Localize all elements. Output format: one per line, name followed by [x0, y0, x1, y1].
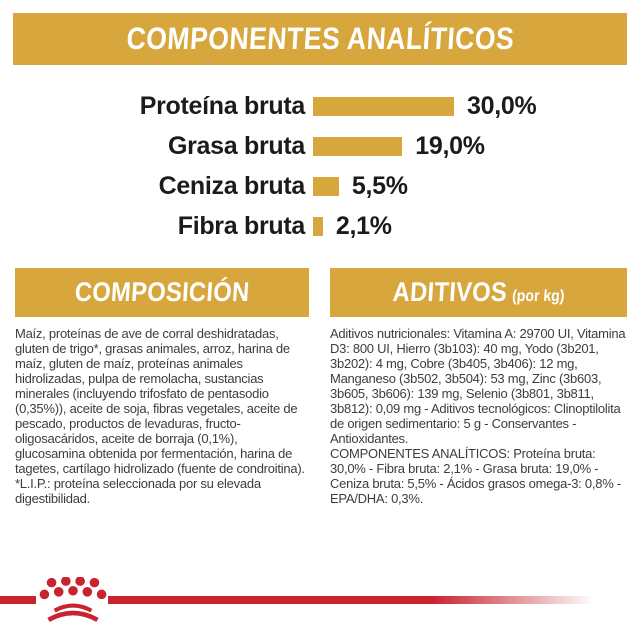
analytical-components-title: COMPONENTES ANALÍTICOS — [125, 21, 515, 56]
royal-canin-crown-icon — [39, 577, 107, 625]
additives-title-suffix: (por kg) — [511, 288, 565, 305]
chart-value-label: 30,0% — [467, 91, 537, 120]
composition-header — [15, 268, 309, 317]
chart — [15, 86, 627, 246]
chart-value-label: 2,1% — [335, 211, 392, 240]
additives-title: ADITIVOS — [391, 277, 508, 307]
analytical-components-banner — [13, 13, 627, 65]
additives-header — [330, 268, 627, 317]
composition-title: COMPOSICIÓN — [73, 277, 251, 307]
additives-body — [330, 326, 627, 506]
additives-text: Aditivos nutricionales: Vitamina A: 29700 UI, Vitamina D3: 800 UI, Hierro (3b103): 40 mg, Yodo (3b201, 3b202): 4 mg, Cobre (3b405, 3b406): 12 mg, Manganeso (3b502, 3b504): 53 mg, Zinc (3b603, 3b605, 3b606): 139 mg, Selenio (3b801, 3b811, 3b812): 0,09 mg - Aditivos tecnológicos: Clinoptilolita de origen sedimentario: 5 g - Conservantes - Antioxidantes. — [330, 326, 626, 446]
chart-category-label: Grasa bruta — [167, 131, 305, 160]
chart-bar — [313, 177, 339, 196]
chart-row — [15, 126, 627, 166]
chart-category-label: Proteína bruta — [139, 91, 305, 120]
footer-divider-left — [0, 596, 36, 604]
composition-body — [15, 326, 309, 506]
chart-category-label: Fibra bruta — [177, 211, 305, 240]
composition-section — [15, 268, 309, 506]
info-columns — [15, 268, 627, 506]
chart-category-label: Ceniza bruta — [158, 171, 305, 200]
chart-value-label: 19,0% — [415, 131, 485, 160]
footer-divider-right — [108, 596, 615, 604]
analytical-summary-text: COMPONENTES ANALÍTICOS: Proteína bruta: 30,0% - Fibra bruta: 2,1% - Grasa bruta: 19,0% - Ceniza bruta: 5,5% - Ácidos grasos omega-3: 0,8% - EPA/DHA: 0,3%. — [330, 446, 621, 506]
chart-row — [15, 166, 627, 206]
chart-value-label: 5,5% — [351, 171, 408, 200]
chart-bar — [313, 217, 323, 236]
additives-section — [330, 268, 627, 506]
chart-row — [15, 86, 627, 126]
chart-row — [15, 206, 627, 246]
composition-text: Maíz, proteínas de ave de corral deshidratadas, gluten de trigo*, grasas animales, arroz, harina de maíz, gluten de maíz, proteínas animales hidrolizadas, pulpa de remolacha, sustancias minerales (incluyendo trifosfato de pentasodio (0,35%)), aceite de soja, fibras vegetales, aceite de pescado, productos de levaduras, fructo-oligosacáridos, aceite de borraja (0,1%), glucosamina obtenida por fermentación, harina de tagetes, cartílago hidrolizado (fuente de condroitina). *L.I.P.: proteína seleccionada por su elevada digestibilidad. — [15, 326, 305, 506]
chart-bar — [313, 137, 402, 156]
chart-bar — [313, 97, 454, 116]
